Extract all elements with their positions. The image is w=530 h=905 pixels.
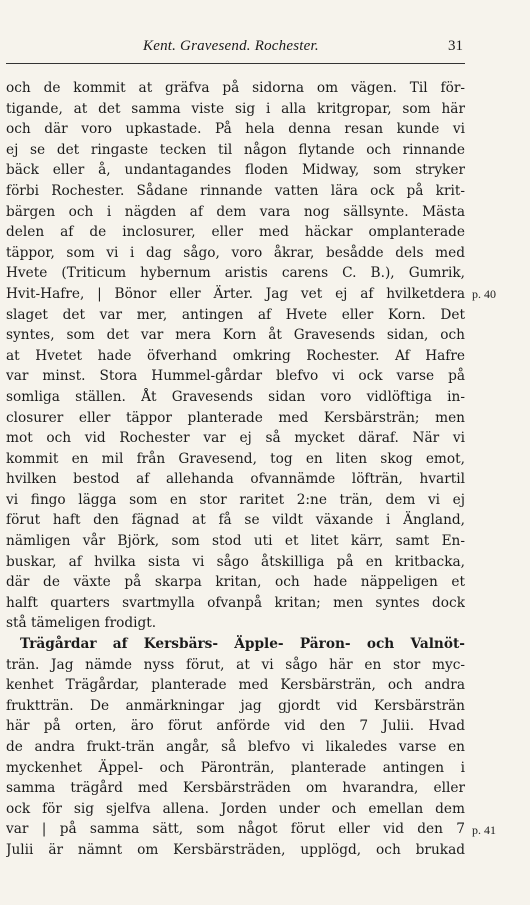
text-line: nämligen vår Björk, som stod uti et litet kärr, samt En- [6,533,465,550]
text-line: Julii är nämnt om Kersbärsträden, upplögd, och brukad [6,841,465,858]
text-line: var | på samma sätt, som något förut eller vid den 7 [6,821,465,838]
page-number: 31 [448,38,463,54]
text-line: slaget det var mer, antingen af Hvete eller Korn. Det [6,306,465,323]
text-line: var minst. Stora Hummel-gårdar blefvo vi ock varse på [6,368,465,385]
text-line: at Hvetet hade öfverhand omkring Rochester. Af Hafre [6,347,465,364]
running-head: Kent. Gravesend. Rochester. [143,38,319,54]
text-line: Hvete (Triticum hybernum aristis carens C. B.), Gumrik, [6,265,465,282]
text-line: där de växte på skarpa kritan, och hade näppeligen et [6,574,465,591]
text-line: förut haft den fägnad at få se vildt växande i Ängland, [6,512,465,529]
text-line: buskar, af hvilka sista vi sågo åtskilliga på en kritbacka, [6,553,465,570]
text-line: täppor, som vi i dag sågo, voro åkrar, besådde dels med [6,244,465,261]
text-line: tigande, at det samma viste sig i alla kritgropar, som här [6,100,465,117]
text-line: delen af de inclosurer, eller med häckar omplanterade [6,224,465,241]
margin-note-p41: p. 41 [472,823,496,837]
text-line: samma trägård med Kersbärsträden om hvarandra, eller [6,780,465,797]
text-line: och de kommit at gräfva på sidorna om vägen. Til för- [6,80,465,96]
text-line: de andra frukt-trän angår, så blefvo vi likaledes varse en [6,739,465,755]
text-line: myckenhet Äppel- och Päronträn, planterade antingen i [6,759,465,776]
text-line: kommit en mil från Gravesend, tog en liten skog emot, [6,450,465,467]
text-line: closurer eller täppor planterade med Kersbärsträn; men [6,409,465,426]
header-rule [6,63,465,64]
text-line: förbi Rochester. Sådane rinnande vatten lära ock på krit- [6,182,465,199]
text-line: stå tämeligen frodigt. [6,615,157,632]
text-line: bäck eller å, undantagandes floden Midway, som stryker [6,162,465,179]
text-line: somliga ställen. Åt Gravesends sidan voro vidlöftiga in- [6,388,465,405]
text-line: bärgen och i nägden af dem vara nog sällsynte. Mästa [6,203,465,220]
text-line: ock för sig sjelfva allena. Jorden under och emellan dem [6,800,465,817]
text-line: hvilken bestod af allehanda ofvannämde löfträn, hvartil [6,471,465,488]
text-line: fruktträn. De anmärkningar jag gjordt vid Kersbärsträn [6,697,465,714]
text-line: vi fingo lägga som en stor raritet 2:ne trän, dem vi ej [6,491,465,508]
text-line: halft quarters svartmylla ofvanpå kritan; men syntes dock [6,594,465,611]
margin-note-p40: p. 40 [472,287,496,301]
text-line: Hvit-Hafre, | Bönor eller Ärter. Jag vet ej af hvilketdera [6,285,465,302]
section-heading: Trägårdar af Kersbärs- Äpple- Päron- och Valnöt- [20,636,465,653]
text-line: trän. Jag nämde nyss förut, at vi sågo här en stor myc- [6,656,465,673]
text-line: ej se det ringaste tecken til någon flytande och rinnande [6,141,465,158]
text-line: kenhet Trägårdar, planterade med Kersbärsträn, och andra [6,677,465,694]
body-text [6,78,465,861]
text-line: mot och vid Rochester var ej så mycket däraf. När vi [6,430,465,447]
text-line: och där voro upkastade. På hela denna resan kunde vi [6,121,465,138]
text-line: syntes, som det var mera Korn åt Gravesends sidan, och [6,327,465,344]
text-line: här på orten, äro förut anförde vid den 7 Julii. Hvad [6,718,465,735]
page-header [0,38,530,60]
